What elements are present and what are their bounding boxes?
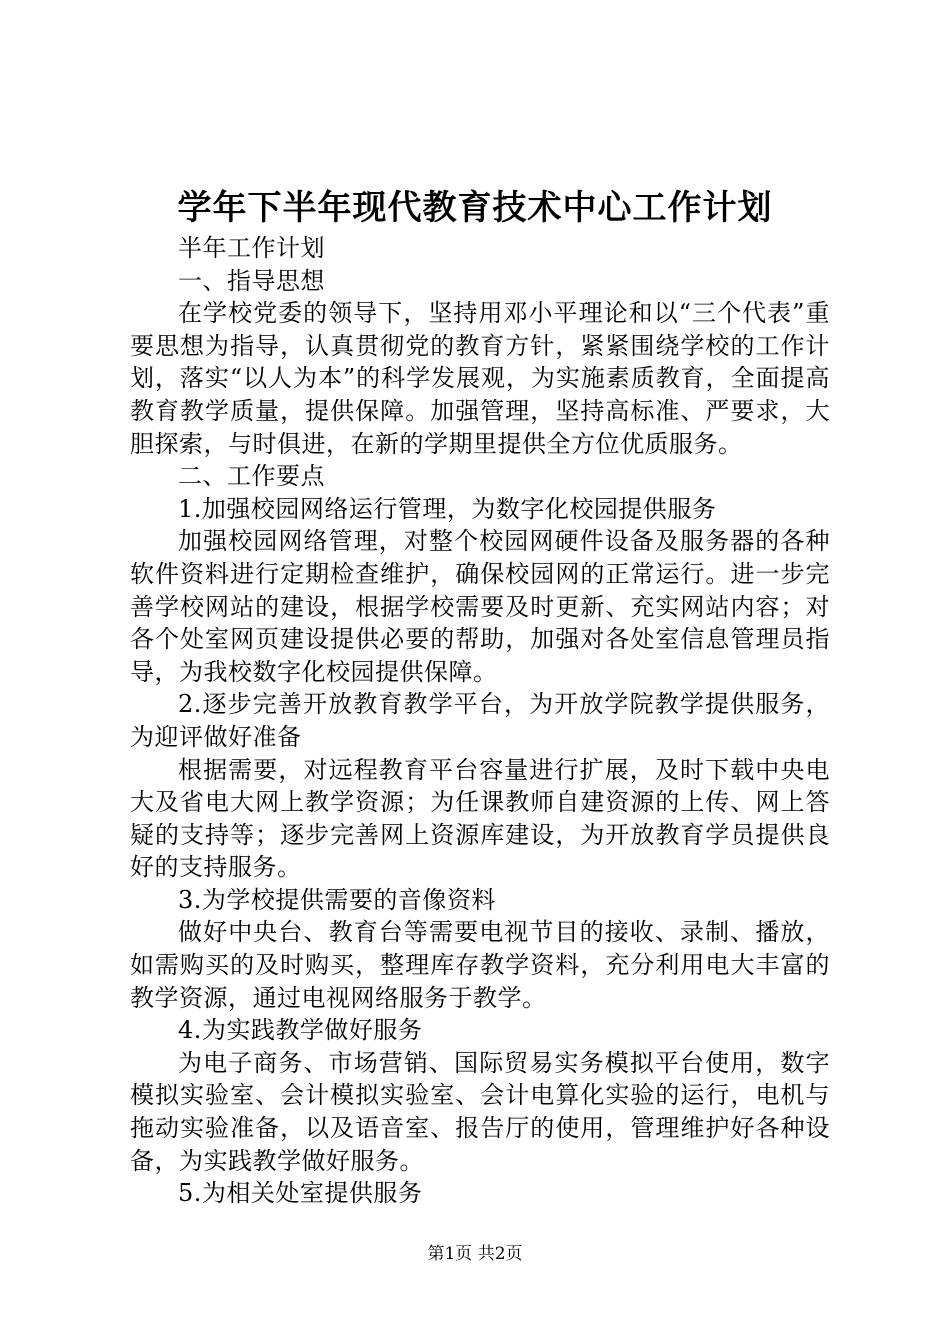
work-point-2-text: 根据需要，对远程教育平台容量进行扩展，及时下载中央电大及省电大网上教学资源；为任课教师自建资源的上传、网上答疑的支持等；逐步完善网上资源库建设，为开放教育学员提供良好的支持服务。: [130, 755, 830, 882]
paragraph-guiding-ideology: 在学校党委的领导下，坚持用邓小平理论和以“三个代表”重要思想为指导，认真贯彻党的教育方针，紧紧围绕学校的工作计划，落实“以人为本”的科学发展观，为实施素质教育，全面提高教育教学质量，提供保障。加强管理，坚持高标准、严要求，大胆探索，与时俱进，在新的学期里提供全方位优质服务。: [130, 299, 830, 458]
page-footer: 第1页 共2页: [427, 1244, 523, 1264]
work-point-1-text: 加强校园网络管理，对整个校园网硬件设备及服务器的各种软件资料进行定期检查维护，确保校园网的正常运行。进一步完善学校网站的建设，根据学校需要及时更新、充实网站内容；对各个处室网页建设提供必要的帮助，加强对各处室信息管理员指导，为我校数字化校园提供保障。: [130, 527, 830, 686]
document-title: 学年下半年现代教育技术中心工作计划: [177, 188, 773, 228]
work-point-3-text: 做好中央台、教育台等需要电视节目的接收、录制、播放，如需购买的及时购买，整理库存教学资料，充分利用电大丰富的教学资源，通过电视网络服务于教学。: [130, 918, 830, 1012]
work-point-4-heading: 4.为实践教学做好服务: [178, 1016, 423, 1045]
work-point-2-heading: 2.逐步完善开放教育教学平台，为开放学院教学提供服务，为迎评做好准备: [130, 690, 830, 751]
work-point-3-heading: 3.为学校提供需要的音像资料: [178, 885, 496, 914]
section-heading-work-points: 二、工作要点: [178, 462, 325, 491]
section-heading-guiding-ideology: 一、指导思想: [178, 266, 325, 295]
work-point-4-text: 为电子商务、市场营销、国际贸易实务模拟平台使用，数字模拟实验室、会计模拟实验室、会计电算化实验的运行，电机与拖动实验准备，以及语音室、报告厅的使用，管理维护好各种设备，为实践教学做好服务。: [130, 1048, 830, 1175]
document-body: [130, 232, 830, 1210]
paragraph-subtitle: 半年工作计划: [178, 234, 325, 262]
work-point-1-heading: 1.加强校园网络运行管理，为数字化校园提供服务: [178, 494, 717, 523]
work-point-5-heading: 5.为相关处室提供服务: [178, 1179, 423, 1208]
